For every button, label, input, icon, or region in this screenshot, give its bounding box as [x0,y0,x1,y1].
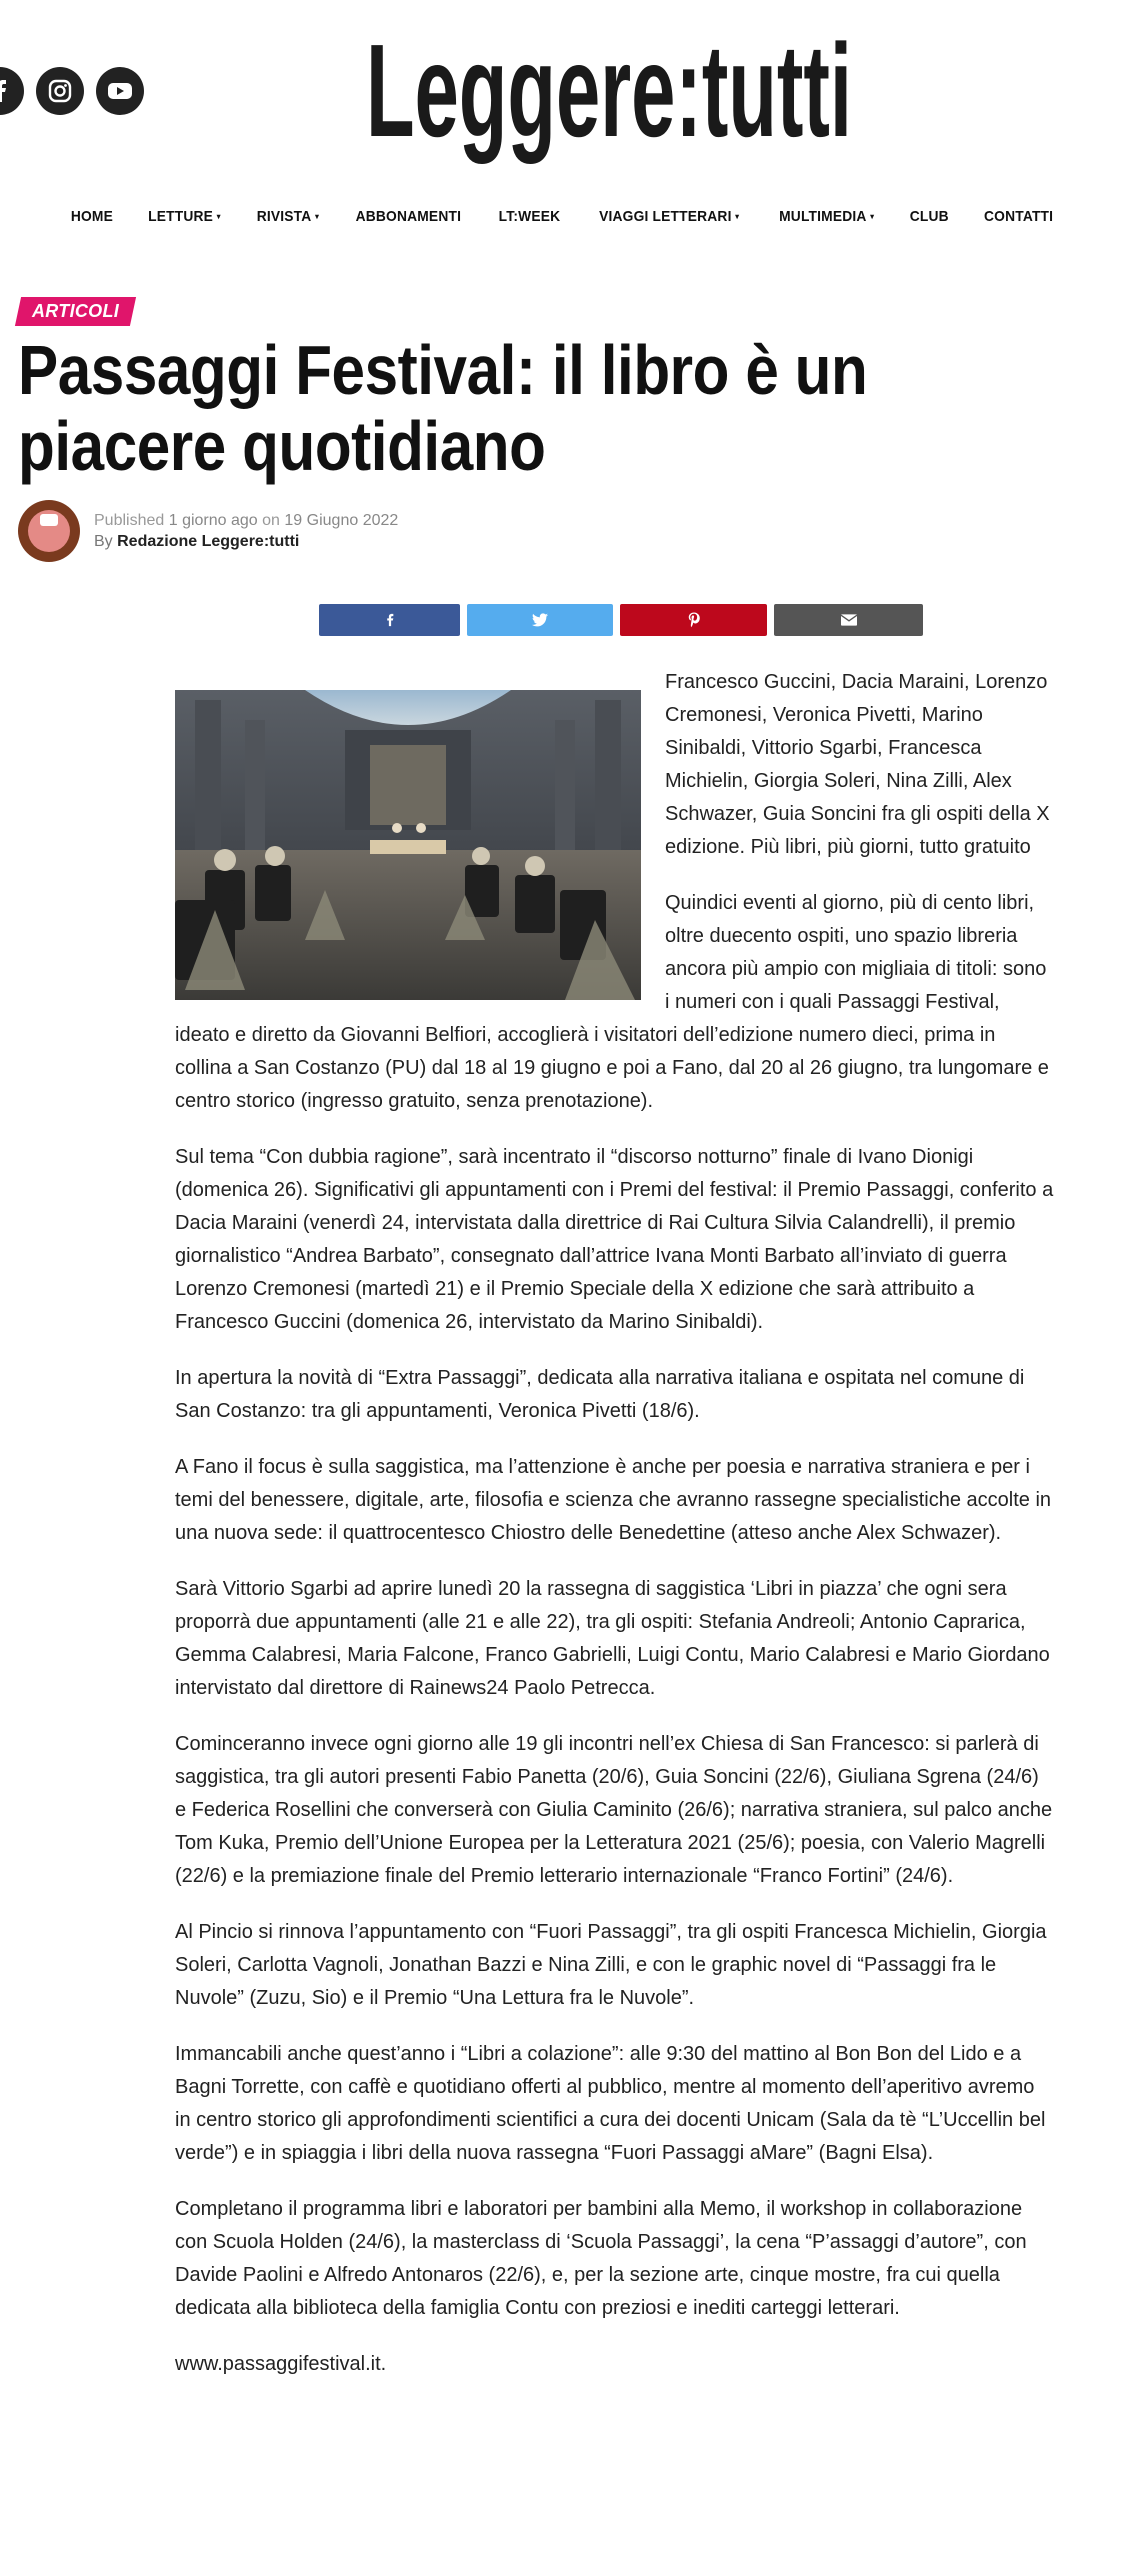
nav-label: CLUB [910,208,950,225]
festival-photo-image [175,690,641,1000]
nav-label: MULTIMEDIA [779,208,867,225]
nav-label: CONTATTI [983,208,1054,225]
website-link[interactable]: www.passaggifestival.it. [175,2353,387,2375]
publish-info [94,512,398,530]
nav-item-club[interactable] [896,208,963,225]
nav-item-multimedia[interactable] [765,208,888,225]
article-paragraph: Sarà Vittorio Sgarbi ad aprire lunedì 20 la rassegna di saggistica ‘Libri in piazza’ che ogni sera proporrà due appuntamenti (alle 21 e alle 22), tra gli ospiti: Stefania Andreoli; Antonio Caprarica, Gemma Calabresi, Maria Falcone, Franco Gabrielli, Luigi Contu, Mario Calabresi e Mario Giordano intervistato dal direttore di Rainews24 Paolo Petrecca. [175,1578,1050,1699]
nav-item-ltweek[interactable] [485,208,574,225]
youtube-icon[interactable] [96,67,144,115]
published-ago: 1 giorno ago [168,511,258,529]
byline [18,500,398,562]
caret-down-icon: ▾ [314,212,319,221]
nav-item-home[interactable] [57,208,127,225]
nav-label: ABBONAMENTI [355,208,462,225]
article-hero-image[interactable] [175,690,641,1000]
mail-icon [841,614,857,626]
article-paragraph: Immancabili anche quest’anno i “Libri a colazione”: alle 9:30 del mattino al Bon Bon del Lido e a Bagni Torrette, con caffè e quotidiano offerti al pubblico, mentre al momento dell’aperitivo avremo in centro storico gli approfondimenti scientifici a cura dei docenti Unicam (Sala da tè “L’Uccellin bel verde”) e in spiaggia i libri della nuova rassegna “Fuori Passaggi aMare” (Bagni Elsa). [175,2043,1046,2164]
article-body [175,666,1055,2404]
byline-text [94,512,398,551]
nav-item-letture[interactable] [134,208,234,225]
nav-item-contatti[interactable] [970,208,1067,225]
article-paragraph: A Fano il focus è sulla saggistica, ma l’attenzione è anche per poesia e narrativa straniera e per i temi del benessere, digitale, arte, filosofia e scienza che avranno rassegne specialistiche accolte in una nuova sede: il quattrocentesco Chiostro delle Benedettine (atteso anche Alex Schwazer). [175,1456,1052,1544]
twitter-icon [532,613,548,627]
social-links [0,67,144,115]
article-paragraph: Quindici eventi al giorno, più di cento libri, oltre duecento ospiti, uno spazio libreria ancora più ampio con migliaia di titoli: sono i numeri con i quali Passaggi Festival, ideato e diretto da Giovanni Belfiori, accoglierà i visitatori dell’edizione numero dieci, prima in collina a San Costanzo (PU) dal 18 al 19 giugno e poi a Fano, dal 20 al 26 giugno, tra lungomare e centro storico (ingresso gratuito, senza prenotazione). [175,892,1049,1112]
caret-down-icon: ▾ [870,212,875,221]
share-facebook-button[interactable] [319,604,460,636]
nav-label: RIVISTA [256,208,311,225]
share-bar [319,604,923,636]
article-title: Passaggi Festival: il libro è un piacere quotidiano [18,331,868,485]
article-paragraph: Al Pincio si rinnova l’appuntamento con “Fuori Passaggi”, tra gli ospiti Francesca Michielin, Giorgia Soleri, Carlotta Vagnoli, Jonathan Bazzi e Nina Zilli, e con le graphic novel di “Passaggi fra le Nuvole” (Zuzu, Sio) e il Premio “Una Lettura fra le Nuvole”. [175,1921,1047,2009]
nav-label: LETTURE [147,208,213,225]
nav-item-abbonamenti[interactable] [342,208,475,225]
nav-label: VIAGGI LETTERARI [598,208,732,225]
article-paragraph: Francesco Guccini, Dacia Maraini, Lorenzo Cremonesi, Veronica Pivetti, Marino Sinibaldi, Vittorio Sgarbi, Francesca Michielin, Giorgia Soleri, Nina Zilli, Alex Schwazer, Guia Soncini fra gli ospiti della X edizione. Più libri, più giorni, tutto gratuito [665,671,1050,858]
share-pinterest-button[interactable] [620,604,767,636]
published-date: 19 Giugno 2022 [284,511,399,529]
category-badge[interactable] [15,297,136,326]
logo-text: Leggere:tutti [366,17,852,164]
published-on: on [262,511,280,529]
article-paragraph: Completano il programma libri e laboratori per bambini alla Memo, il workshop in collaborazione con Scuola Holden (24/6), la masterclass di ‘Scuola Passaggi’, la cena “P’assaggi d’autore”, con Davide Paolini e Alfredo Antonaros (22/6), e, per la sezione arte, cinque mostre, fra cui quella dedicata alla biblioteca della famiglia Contu con preziosi e inediti carteggi letterari. [175,2198,1027,2319]
author-link[interactable]: Redazione Leggere:tutti [117,532,300,550]
pinterest-icon [688,612,700,628]
facebook-icon[interactable] [0,67,24,115]
published-prefix: Published [94,511,165,529]
nav-item-viaggi-letterari[interactable] [585,208,753,225]
nav-label: LT:WEEK [498,208,561,225]
caret-down-icon: ▾ [216,212,221,221]
main-nav [0,208,1125,225]
category-label: ARTICOLI [32,301,120,321]
article-paragraph: Cominceranno invece ogni giorno alle 19 gli incontri nell’ex Chiesa di San Francesco: si parlerà di saggistica, tra gli autori presenti Fabio Panetta (20/6), Guia Soncini (22/6), Giuliana Sgrena (24/6) e Federica Rosellini che converserà con Giulia Caminito (26/6); narrativa straniera, sul palco anche Tom Kuka, Premio dell’Unione Europea per la Letteratura 2021 (25/6); poesia, con Valerio Magrelli (22/6) e la premiazione finale del Premio letterario internazionale “Franco Fortini” (24/6). [175,1733,1053,1887]
article-paragraph: Sul tema “Con dubbia ragione”, sarà incentrato il “discorso notturno” finale di Ivano Dionigi (domenica 26). Significativi gli appuntamenti con i Premi del festival: il Premio Passaggi, conferito a Dacia Maraini (venerdì 24, intervistata dalla direttrice di Rai Cultura Silvia Calandrelli), il premio giornalistico “Andrea Barbato”, consegnato dall’attrice Ivana Monti Barbato all’inviato di guerra Lorenzo Cremonesi (martedì 21) e il Premio Speciale della X edizione che sarà attribuito a Francesco Guccini (domenica 26, intervistato da Marino Sinibaldi). [175,1146,1054,1333]
nav-item-rivista[interactable] [242,208,332,225]
article-paragraph: In apertura la novità di “Extra Passaggi”, dedicata alla narrativa italiana e ospitata nel comune di San Costanzo: tra gli appuntamenti, Veronica Pivetti (18/6). [175,1367,1025,1422]
site-logo[interactable] [364,18,854,168]
caret-down-icon: ▾ [735,212,740,221]
facebook-icon [385,612,395,628]
share-twitter-button[interactable] [467,604,613,636]
author-avatar[interactable] [18,500,80,562]
by-prefix: By [94,532,113,550]
author-info [94,533,398,551]
nav-label: HOME [70,208,113,225]
instagram-icon[interactable] [36,67,84,115]
share-email-button[interactable] [774,604,923,636]
